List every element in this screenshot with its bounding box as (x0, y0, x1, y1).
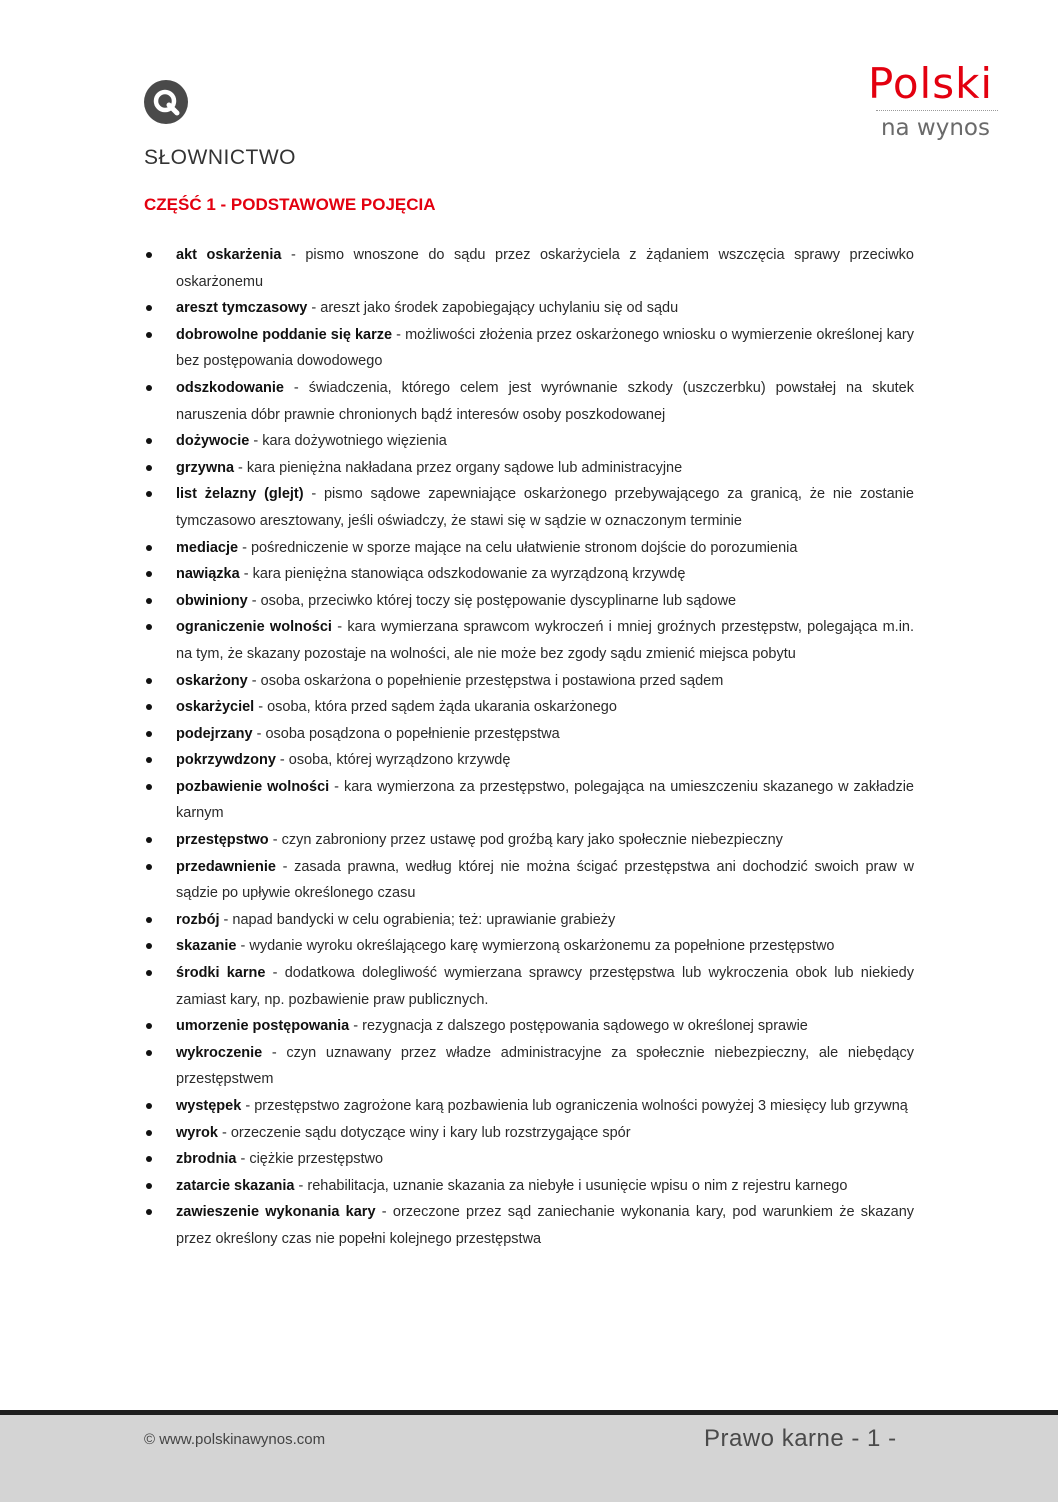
glossary-term: oskarżony (176, 672, 248, 689)
glossary-item: rozbój - napad bandycki w celu ograbienia; też: uprawianie grabieży (144, 907, 914, 934)
glossary-item: mediacje - pośredniczenie w sporze mające na celu ułatwienie stronom dojście do porozumienia (144, 535, 914, 562)
glossary-term: zawieszenie wykonania kary (176, 1204, 376, 1221)
glossary-item: środki karne - dodatkowa dolegliwość wymierzana sprawcy przestępstwa lub wykroczenia obok lub niekiedy zamiast kary, np. pozbawienie praw publicznych. (144, 960, 914, 1013)
glossary-term: rozbój (176, 911, 220, 928)
glossary-definition: pismo wnoszone do sądu przez oskarżyciela z żądaniem wszczęcia sprawy przeciwko oskarżonemu (176, 247, 914, 290)
glossary-definition: zasada prawna, według której nie można ścigać przestępstwa ani dochodzić swoich praw w sądzie po upływie określonego czasu (176, 858, 914, 902)
glossary-item: wyrok - orzeczenie sądu dotyczące winy i kary lub rozstrzygające spór (144, 1120, 914, 1147)
page-footer (0, 1410, 1058, 1502)
glossary-term: ograniczenie wolności (176, 619, 332, 636)
glossary-term: obwiniony (176, 592, 248, 609)
glossary-term: pozbawienie wolności (176, 778, 330, 795)
glossary-item: areszt tymczasowy - areszt jako środek zapobiegający uchylaniu się od sądu (144, 295, 914, 322)
glossary-term: skazanie (176, 938, 237, 955)
glossary-definition: orzeczenie sądu dotyczące winy i kary lub rozstrzygające spór (230, 1124, 631, 1141)
glossary-definition: osoba, której wyrządzono krzywdę (288, 752, 511, 769)
page-title: SŁOWNICTWO (144, 146, 296, 169)
glossary-term: nawiązka (176, 566, 240, 583)
glossary-item: odszkodowanie - świadczenia, którego celem jest wyrównanie szkody (uszczerbku) powstałej na skutek naruszenia dóbr prawnie chronionych bądź interesów osoby poszkodowanej (144, 375, 914, 428)
glossary-item: grzywna - kara pieniężna nakładana przez organy sądowe lub administracyjne (144, 455, 914, 482)
glossary-item: pozbawienie wolności - kara wymierzona za przestępstwo, polegająca na umieszczeniu skazanego w zakładzie karnym (144, 774, 914, 827)
glossary-definition: osoba oskarżona o popełnienie przestępstwa i postawiona przed sądem (260, 672, 724, 689)
glossary-term: dobrowolne poddanie się karze (176, 326, 393, 343)
glossary-term: umorzenie postępowania (176, 1018, 350, 1035)
logo-divider (876, 110, 998, 111)
glossary-definition: kara pieniężna stanowiąca odszkodowanie za wyrządzoną krzywdę (252, 566, 686, 583)
section-title: CZĘŚĆ 1 - PODSTAWOWE POJĘCIA (144, 195, 436, 214)
glossary-definition: rezygnacja z dalszego postępowania sądowego w określonej sprawie (362, 1018, 808, 1035)
glossary-definition: orzeczone przez sąd zaniechanie wykonania kary, pod warunkiem że skazany przez określony czas nie popełni kolejnego przestępstwa (176, 1204, 915, 1247)
glossary-definition: kara dożywotniego więzienia (262, 433, 447, 450)
glossary-definition: dodatkowa dolegliwość wymierzana sprawcy przestępstwa lub wykroczenia obok lub niekiedy zamiast kary, np. pozbawienie praw publicznych. (176, 965, 914, 1008)
glossary-definition: osoba posądzona o popełnienie przestępstwa (265, 725, 560, 742)
glossary-definition: kara wymierzona za przestępstwo, polegająca na umieszczeniu skazanego w zakładzie karnym (176, 778, 914, 822)
logo-wordmark: Polski (868, 59, 994, 108)
glossary-term: przestępstwo (176, 832, 269, 849)
glossary-definition: osoba, która przed sądem żąda ukarania oskarżonego (267, 699, 617, 716)
glossary-item: pokrzywdzony - osoba, której wyrządzono krzywdę (144, 747, 914, 774)
glossary-item: obwiniony - osoba, przeciwko której toczy się postępowanie dyscyplinarne lub sądowe (144, 588, 914, 615)
glossary-definition: możliwości złożenia przez oskarżonego wniosku o wymierzenie określonej kary bez postępowania dowodowego (176, 326, 914, 370)
glossary-item: przestępstwo - czyn zabroniony przez ustawę pod groźbą kary jako społecznie niebezpieczny (144, 827, 914, 854)
glossary-item: podejrzany - osoba posądzona o popełnienie przestępstwa (144, 721, 914, 748)
glossary-item: oskarżyciel - osoba, która przed sądem żąda ukarania oskarżonego (144, 694, 914, 721)
glossary-definition: pośredniczenie w sporze mające na celu ułatwienie stronom dojście do porozumienia (250, 539, 798, 556)
glossary-definition: napad bandycki w celu ograbienia; też: uprawianie grabieży (232, 911, 616, 928)
glossary-term: przedawnienie (176, 858, 276, 875)
q-letter-icon (144, 80, 188, 124)
glossary-term: zbrodnia (176, 1151, 237, 1168)
glossary-term: zatarcie skazania (176, 1177, 295, 1194)
glossary-term: odszkodowanie (176, 379, 284, 396)
glossary-item: występek - przestępstwo zagrożone karą pozbawienia lub ograniczenia wolności powyżej 3 miesięcy lub grzywną (144, 1093, 914, 1120)
glossary-term: oskarżyciel (176, 699, 255, 716)
glossary-list (144, 242, 914, 1253)
polski-na-wynos-logo (868, 59, 1000, 141)
glossary-definition: kara pieniężna nakładana przez organy sądowe lub administracyjne (246, 459, 683, 476)
glossary-item: nawiązka - kara pieniężna stanowiąca odszkodowanie za wyrządzoną krzywdę (144, 561, 914, 588)
glossary-definition: przestępstwo zagrożone karą pozbawienia lub ograniczenia wolności powyżej 3 miesięcy lub grzywną (254, 1098, 908, 1114)
glossary-item: umorzenie postępowania - rezygnacja z dalszego postępowania sądowego w określonej sprawie (144, 1013, 914, 1040)
glossary-definition: wydanie wyroku określającego karę wymierzoną oskarżonemu za popełnione przestępstwo (249, 938, 835, 955)
glossary-item: dobrowolne poddanie się karze - możliwości złożenia przez oskarżonego wniosku o wymierzenie określonej kary bez postępowania dowodowego (144, 322, 914, 375)
glossary-term: dożywocie (176, 433, 250, 450)
glossary-item: list żelazny (glejt) - pismo sądowe zapewniające oskarżonego przebywającego za granicą, że nie zostanie tymczasowo aresztowany, jeśli oświadczy, że stawi się w sądzie w oznaczonym terminie (144, 481, 914, 534)
glossary-definition: areszt jako środek zapobiegający uchylaniu się od sądu (320, 300, 679, 317)
glossary-item: przedawnienie - zasada prawna, według której nie można ścigać przestępstwa ani dochodzić swoich praw w sądzie po upływie określonego czasu (144, 854, 914, 907)
glossary-term: mediacje (176, 539, 239, 556)
glossary-item: skazanie - wydanie wyroku określającego karę wymierzoną oskarżonemu za popełnione przestępstwo (144, 933, 914, 960)
glossary-term: występek (176, 1098, 242, 1114)
glossary-term: pokrzywdzony (176, 752, 276, 769)
glossary-term: grzywna (176, 459, 235, 476)
glossary-definition: osoba, przeciwko której toczy się postępowanie dyscyplinarne lub sądowe (260, 592, 737, 609)
glossary-term: wykroczenie (176, 1044, 263, 1061)
glossary-term: podejrzany (176, 725, 253, 742)
glossary-item: wykroczenie - czyn uznawany przez władze administracyjne za społecznie niebezpieczny, ale niebędący przestępstwem (144, 1040, 914, 1093)
glossary-item: ograniczenie wolności - kara wymierzana sprawcom wykroczeń i mniej groźnych przestępstw, polegająca m.in. na tym, że skazany pozostaje na wolności, ale nie może bez zgody sądu zmienić miejsca pobytu (144, 614, 914, 667)
glossary-definition: kara wymierzana sprawcom wykroczeń i mniej groźnych przestępstw, polegająca m.in. na tym, że skazany pozostaje na wolności, ale nie może bez zgody sądu zmienić miejsca pobytu (176, 619, 915, 662)
glossary-item: oskarżony - osoba oskarżona o popełnienie przestępstwa i postawiona przed sądem (144, 668, 914, 695)
glossary-item: akt oskarżenia - pismo wnoszone do sądu przez oskarżyciela z żądaniem wszczęcia sprawy przeciwko oskarżonemu (144, 242, 914, 295)
glossary-term: środki karne (176, 965, 266, 982)
glossary-item: zatarcie skazania - rehabilitacja, uznanie skazania za niebyłe i usunięcie wpisu o nim z rejestru karnego (144, 1173, 914, 1200)
glossary-term: akt oskarżenia (176, 247, 282, 263)
glossary-item: zawieszenie wykonania kary - orzeczone przez sąd zaniechanie wykonania kary, pod warunkiem że skazany przez określony czas nie popełni kolejnego przestępstwa (144, 1199, 914, 1252)
q-badge-icon (144, 80, 188, 124)
glossary-item: dożywocie - kara dożywotniego więzienia (144, 428, 914, 455)
glossary-definition: rehabilitacja, uznanie skazania za niebyłe i usunięcie wpisu o nim z rejestru karnego (307, 1177, 848, 1194)
glossary-term: list żelazny (glejt) (176, 486, 304, 503)
glossary-definition: ciężkie przestępstwo (249, 1151, 384, 1168)
glossary-definition: świadczenia, którego celem jest wyrównanie szkody (uszczerbku) powstałej na skutek naruszenia dóbr prawnie chronionych bądź interesów osoby poszkodowanej (176, 379, 914, 423)
logo-tagline: na wynos (880, 115, 990, 141)
glossary-term: areszt tymczasowy (176, 300, 308, 317)
glossary-definition: czyn zabroniony przez ustawę pod groźbą kary jako społecznie niebezpieczny (281, 832, 783, 849)
glossary-definition: czyn uznawany przez władze administracyjne za społecznie niebezpieczny, ale niebędący przestępstwem (176, 1044, 914, 1088)
glossary-item: zbrodnia - ciężkie przestępstwo (144, 1146, 914, 1173)
footer-copyright-url: © www.polskinawynos.com (144, 1431, 326, 1448)
footer-page-label: Prawo karne - 1 - (704, 1425, 897, 1452)
glossary-term: wyrok (176, 1124, 218, 1141)
glossary-definition: pismo sądowe zapewniające oskarżonego przebywającego za granicą, że nie zostanie tymczasowo aresztowany, jeśli oświadczy, że stawi się w sądzie w oznaczonym terminie (176, 486, 914, 529)
